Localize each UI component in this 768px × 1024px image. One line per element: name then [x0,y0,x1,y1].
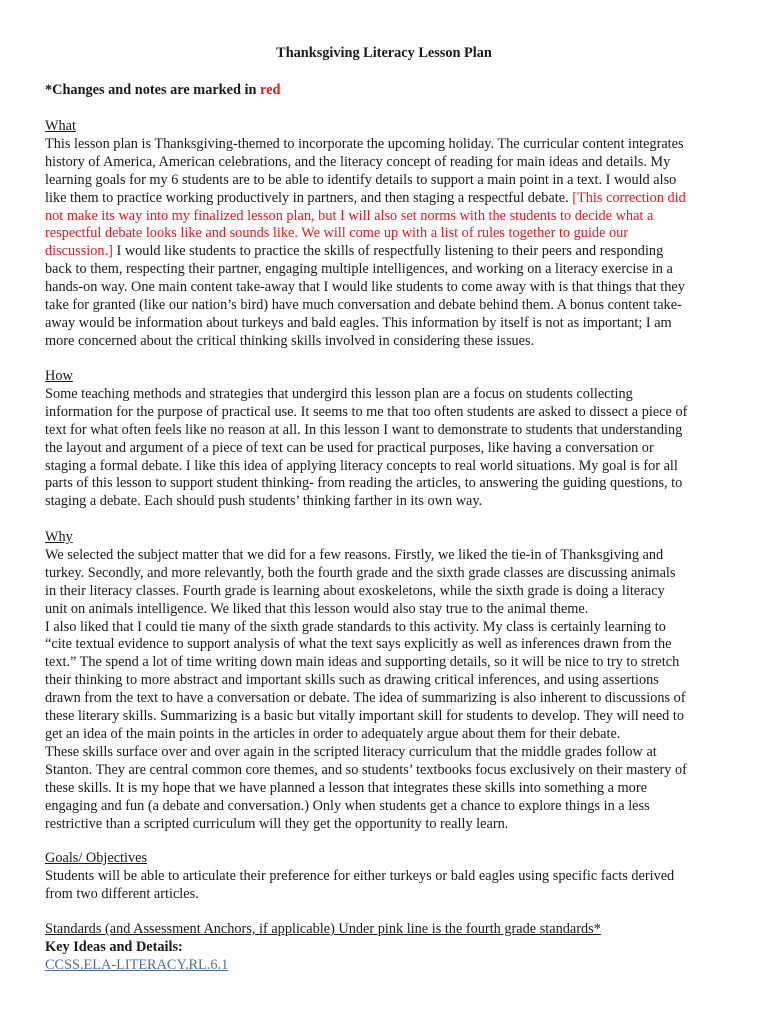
what-text: I would like students to practice the skills of respectfully listening to their peers and responding [112,243,664,260]
how-line: information for the purpose of practical use. It seems to me that too often students are asked to dissect a piece of [45,403,688,420]
section-standards [45,921,725,975]
why-line: restrictive than a scripted curriculum will they get the opportunity to really learn. [45,815,509,832]
what-text: hands-on way. One main content take-away that I would like students to come away with is that things that they [45,279,685,296]
why-line: their thinking to more abstract and important skills such as drawing critical inferences, and using assertions [45,672,659,689]
why-line: these skills. It is my hope that we have planned a lesson that integrates these skills into something a more [45,779,647,796]
what-line [45,190,725,208]
what-text: away would be information about turkeys and bald eagles. This information by itself is not as important; I am [45,314,672,331]
what-text: take for granted (like our nation’s bird) have much conversation and debate behind them. A bonus content take- [45,297,682,314]
section-why [45,529,725,833]
what-text: more concerned about the critical thinking skills involved in considering these issues. [45,332,535,349]
what-line [45,136,725,154]
why-line: drawn from the text to have a conversation or debate. The idea of summarizing is also inherent to discussions of [45,690,686,707]
why-line: get an idea of the main points in the articles in order to adequately argue about them for their debate. [45,725,621,742]
what-line [45,172,725,190]
what-line [45,297,725,315]
what-body [45,136,725,351]
correction-note-text: respectful debate looks like and sounds like. We will come up with a list of rules together to guide our [45,225,629,242]
key-ideas-subheading: Key Ideas and Details: [45,938,183,955]
what-line [45,225,725,243]
section-how [45,368,725,511]
what-line [45,315,725,333]
how-line: parts of this lesson to support student thinking- from reading the articles, to answering the guiding questions, to [45,475,683,492]
why-line: text.” The spend a lot of time writing down main ideas and supporting details, so it will be nice to try to stretch [45,654,680,671]
why-line: engaging and fun (a debate and conversation.) Only when students get a chance to explore things in a less [45,797,650,814]
what-line [45,261,725,279]
why-line: turkey. Secondly, and more relevantly, both the fourth grade and the sixth grade classes are discussing animals [45,564,676,581]
what-text: back to them, respecting their partner, engaging multiple intelligences, and working on a literacy exercise in a [45,261,673,278]
section-what [45,118,725,351]
standards-heading: Standards (and Assessment Anchors, if applicable) Under pink line is the fourth grade standards* [45,921,601,937]
correction-note-text: discussion.] [45,243,113,260]
how-line: text for what often feels like no reason at all. In this lesson I want to demonstrate to students that understanding [45,421,683,438]
changes-note-prefix: *Changes and notes are marked in [45,82,261,98]
why-line: unit on animals intelligence. We liked that this lesson would also stay true to the animal theme. [45,600,589,617]
ccss-standard-link[interactable]: CCSS.ELA-LITERACY.RL.6.1 [45,956,229,973]
correction-note-text: [This correction did [572,189,686,206]
why-body [45,547,725,834]
what-line [45,154,725,172]
goals-line: Students will be able to articulate their preference for either turkeys or bald eagles using specific facts derived [45,867,675,884]
goals-body [45,868,725,904]
why-line: We selected the subject matter that we did for a few reasons. Firstly, we liked the tie-in of Thanksgiving and [45,546,664,563]
correction-note-text: not make its way into my finalized lesson plan, but I will also set norms with the students to decide what a [45,207,654,224]
why-line: These skills surface over and over again in the scripted literacy curriculum that the middle grades follow at [45,743,657,760]
what-line [45,243,725,261]
goals-heading: Goals/ Objectives [45,850,148,866]
how-heading: How [45,368,73,384]
what-text: history of America, American celebrations, and the literacy concept of reading for main ideas and details. My [45,153,671,170]
what-line [45,279,725,297]
document-title: Thanksgiving Literacy Lesson Plan [276,45,492,61]
what-heading: What [45,118,76,134]
what-line [45,333,725,351]
changes-note-red-word: red [260,82,281,98]
how-line: the layout and argument of a piece of text can be used for practical purposes, like having a conversation or [45,439,654,456]
why-line: I also liked that I could tie many of the sixth grade standards to this activity. My class is certainly learning to [45,618,666,635]
goals-line: from two different articles. [45,885,199,902]
why-heading: Why [45,529,73,545]
changes-note [45,82,280,100]
why-line: in their literacy classes. Fourth grade is learning about exoskeletons, while the sixth grade is doing a literacy [45,582,665,599]
what-text: learning goals for my 6 students are to be able to identify details to support a main point in a text. I would also [45,171,677,188]
what-line [45,208,725,226]
how-line: staging a formal debate. I like this idea of applying literacy concepts to real world situations. My goal is for all [45,457,678,474]
why-line: these literary skills. Summarizing is a basic but vitally important skill for students to develop. They will need to [45,708,685,725]
why-line: Stanton. They are central common core themes, and so students’ textbooks focus exclusively on their mastery of [45,761,687,778]
how-line: staging a debate. Each should push students’ thinking farther in its own way. [45,493,483,510]
why-line: “cite textual evidence to support analysis of what the text says explicitly as well as inferences drawn from the [45,636,672,653]
how-body [45,386,725,511]
section-goals [45,850,725,904]
what-text: This lesson plan is Thanksgiving-themed to incorporate the upcoming holiday. The curricular content integrates [45,135,684,152]
how-line: Some teaching methods and strategies that undergird this lesson plan are a focus on students collecting [45,385,633,402]
what-text: like them to practice working productively in partners, and then staging a respectful debate. [45,189,573,206]
